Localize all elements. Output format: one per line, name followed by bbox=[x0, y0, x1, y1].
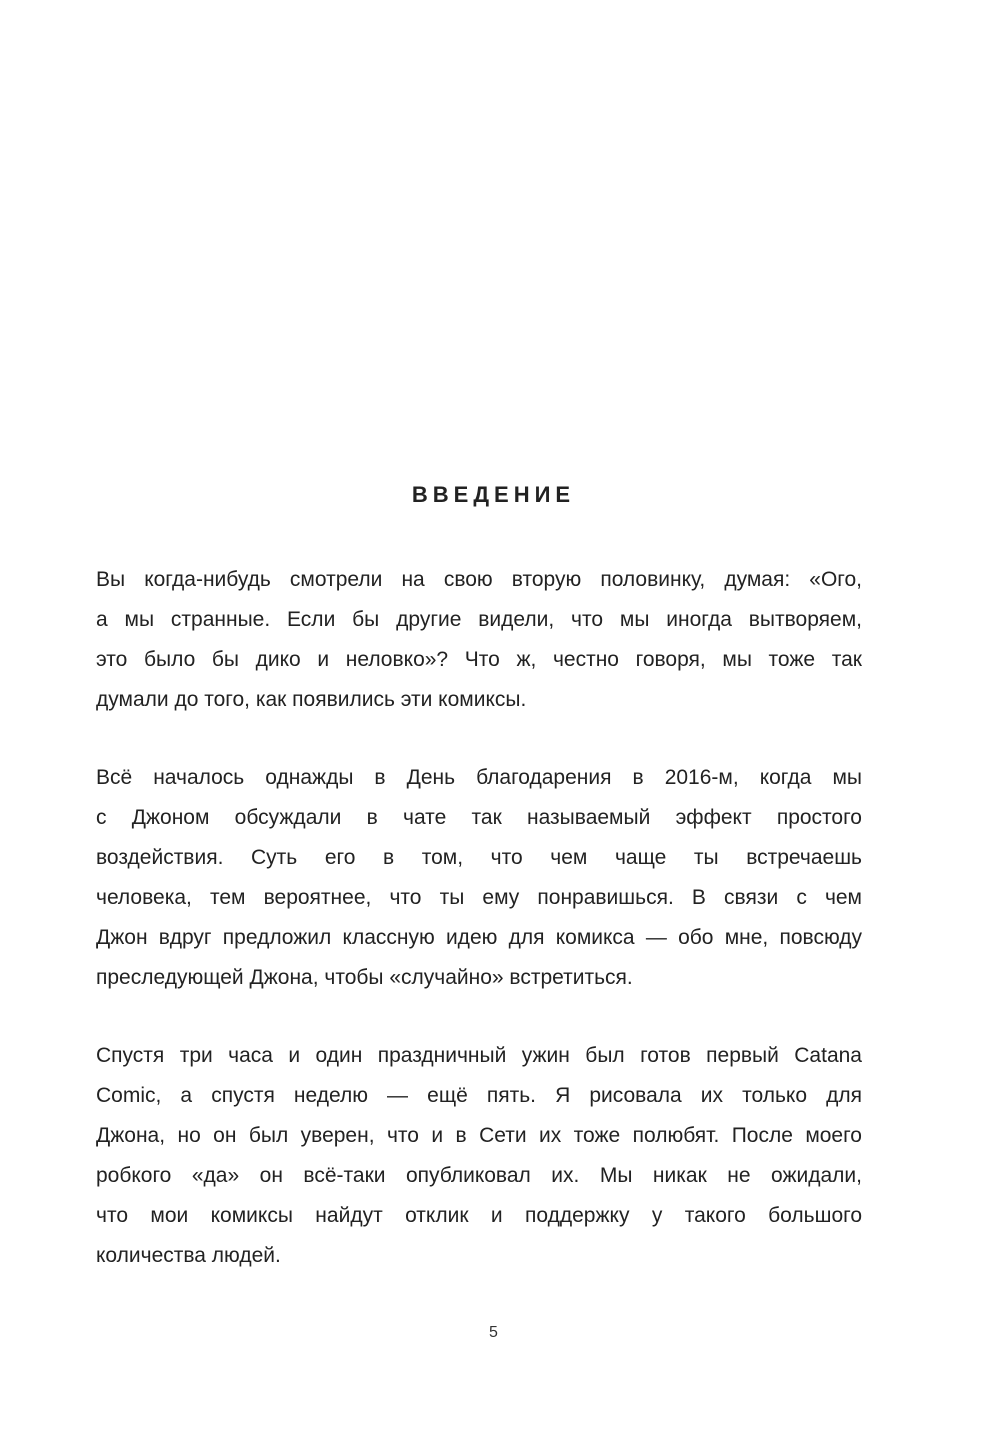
paragraph-2 bbox=[96, 758, 862, 998]
text-line: преследующей Джона, чтобы «случайно» встретиться. bbox=[96, 966, 633, 989]
text-line: Джона, но он был уверен, что и в Сети их тоже полюбят. После моего bbox=[96, 1124, 862, 1147]
page-number: 5 bbox=[489, 1324, 498, 1341]
text-line: Спустя три часа и один праздничный ужин был готов первый Catana bbox=[96, 1044, 862, 1067]
paragraph-1 bbox=[96, 560, 862, 720]
paragraph-3 bbox=[96, 1036, 862, 1276]
text-line: человека, тем вероятнее, что ты ему понравишься. В связи с чем bbox=[96, 886, 862, 909]
text-line: Comic, а спустя неделю — ещё пять. Я рисовала их только для bbox=[96, 1084, 862, 1107]
text-line: Всё началось однажды в День благодарения в 2016-м, когда мы bbox=[96, 766, 862, 789]
chapter-heading: ВВЕДЕНИЕ bbox=[411, 482, 576, 507]
text-line: воздействия. Суть его в том, что чем чаще ты встречаешь bbox=[96, 846, 862, 869]
text-line: а мы странные. Если бы другие видели, что мы иногда вытворяем, bbox=[96, 608, 862, 631]
text-line: робкого «да» он всё-таки опубликовал их. Мы никак не ожидали, bbox=[96, 1164, 862, 1187]
text-line: Джон вдруг предложил классную идею для комикса — обо мне, повсюду bbox=[96, 926, 862, 949]
text-line: количества людей. bbox=[96, 1244, 281, 1267]
text-line: Вы когда-нибудь смотрели на свою вторую половинку, думая: «Ого, bbox=[96, 568, 862, 591]
text-line: это было бы дико и неловко»? Что ж, честно говоря, мы тоже так bbox=[96, 648, 862, 671]
text-line: с Джоном обсуждали в чате так называемый эффект простого bbox=[96, 806, 862, 829]
text-line: что мои комиксы найдут отклик и поддержку у такого большого bbox=[96, 1204, 862, 1227]
text-line: думали до того, как появились эти комиксы. bbox=[96, 688, 527, 711]
